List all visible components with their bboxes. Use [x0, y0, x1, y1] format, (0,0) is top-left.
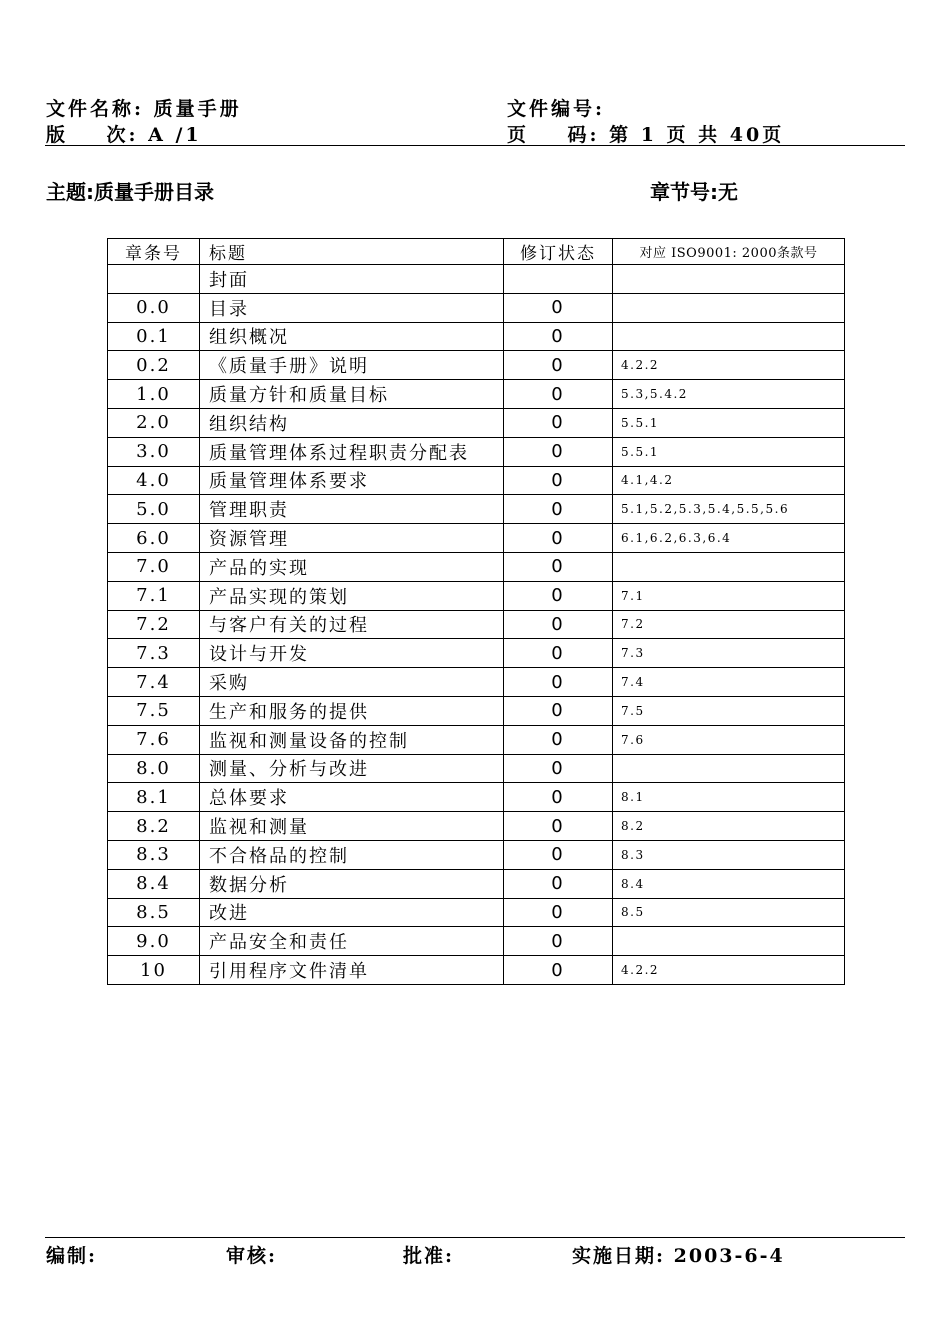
subject-line — [46, 176, 214, 205]
row-chapter-no: 8.4 — [108, 869, 200, 898]
row-chapter-no: 10 — [108, 956, 200, 985]
row-revision: 0 — [504, 812, 613, 841]
row-iso-clause: 5.5.1 — [613, 408, 845, 437]
doc-name-line — [46, 94, 242, 121]
row-title: 封面 — [200, 265, 504, 294]
row-iso-clause: 4.2.2 — [613, 351, 845, 380]
row-iso-clause: 5.3,5.4.2 — [613, 380, 845, 409]
table-row — [108, 552, 845, 581]
row-iso-clause: 7.6 — [613, 725, 845, 754]
row-revision: 0 — [504, 437, 613, 466]
row-revision: 0 — [504, 869, 613, 898]
table-row — [108, 408, 845, 437]
row-revision: 0 — [504, 754, 613, 783]
effective-date-line — [572, 1241, 785, 1268]
table-row — [108, 293, 845, 322]
row-title: 不合格品的控制 — [200, 840, 504, 869]
row-revision: 0 — [504, 725, 613, 754]
row-chapter-no: 2.0 — [108, 408, 200, 437]
row-chapter-no: 7.5 — [108, 696, 200, 725]
row-iso-clause: 8.5 — [613, 898, 845, 927]
row-chapter-no: 0.1 — [108, 322, 200, 351]
row-chapter-no: 0.0 — [108, 293, 200, 322]
row-iso-clause: 8.4 — [613, 869, 845, 898]
row-revision: 0 — [504, 408, 613, 437]
row-title: 产品安全和责任 — [200, 927, 504, 956]
row-revision: 0 — [504, 840, 613, 869]
row-chapter-no: 7.2 — [108, 610, 200, 639]
row-title: 引用程序文件清单 — [200, 956, 504, 985]
row-revision: 0 — [504, 956, 613, 985]
table-row — [108, 322, 845, 351]
header-cell-revision: 修订状态 — [504, 239, 613, 265]
row-revision: 0 — [504, 668, 613, 697]
row-chapter-no — [108, 265, 200, 294]
chapter-line — [650, 176, 738, 205]
row-chapter-no: 9.0 — [108, 927, 200, 956]
row-revision: 0 — [504, 783, 613, 812]
row-iso-clause: 4.1,4.2 — [613, 466, 845, 495]
table-row — [108, 524, 845, 553]
table-row — [108, 639, 845, 668]
row-title: 生产和服务的提供 — [200, 696, 504, 725]
row-chapter-no: 0.2 — [108, 351, 200, 380]
row-title: 监视和测量设备的控制 — [200, 725, 504, 754]
row-chapter-no: 7.6 — [108, 725, 200, 754]
row-iso-clause — [613, 293, 845, 322]
table-row — [108, 840, 845, 869]
row-title: 质量管理体系过程职责分配表 — [200, 437, 504, 466]
row-iso-clause: 6.1,6.2,6.3,6.4 — [613, 524, 845, 553]
row-title: 目录 — [200, 293, 504, 322]
row-title: 资源管理 — [200, 524, 504, 553]
row-title: 质量方针和质量目标 — [200, 380, 504, 409]
row-chapter-no: 8.5 — [108, 898, 200, 927]
row-revision: 0 — [504, 696, 613, 725]
header-cell-no: 章条号 — [108, 239, 200, 265]
row-iso-clause: 7.3 — [613, 639, 845, 668]
row-title: 产品实现的策划 — [200, 581, 504, 610]
row-title: 设计与开发 — [200, 639, 504, 668]
row-revision: 0 — [504, 466, 613, 495]
row-iso-clause — [613, 927, 845, 956]
row-title: 组织结构 — [200, 408, 504, 437]
row-chapter-no: 8.3 — [108, 840, 200, 869]
header-cell-iso-clause: 对应 ISO9001: 2000条款号 — [613, 239, 845, 265]
table-row — [108, 869, 845, 898]
row-iso-clause: 5.1,5.2,5.3,5.4,5.5,5.6 — [613, 495, 845, 524]
row-title: 管理职责 — [200, 495, 504, 524]
table-row — [108, 927, 845, 956]
row-title: 数据分析 — [200, 869, 504, 898]
subject-label: 主题: — [46, 180, 94, 204]
row-title: 与客户有关的过程 — [200, 610, 504, 639]
row-chapter-no: 8.1 — [108, 783, 200, 812]
row-iso-clause: 8.3 — [613, 840, 845, 869]
table-row — [108, 812, 845, 841]
row-revision: 0 — [504, 524, 613, 553]
row-title: 产品的实现 — [200, 552, 504, 581]
row-chapter-no: 1.0 — [108, 380, 200, 409]
row-revision: 0 — [504, 639, 613, 668]
table-row — [108, 754, 845, 783]
table-row — [108, 466, 845, 495]
table-row — [108, 783, 845, 812]
row-revision: 0 — [504, 351, 613, 380]
row-iso-clause — [613, 754, 845, 783]
effective-date-value: 2003-6-4 — [673, 1245, 785, 1267]
row-iso-clause: 4.2.2 — [613, 956, 845, 985]
row-title: 采购 — [200, 668, 504, 697]
row-iso-clause — [613, 265, 845, 294]
edition-line — [46, 120, 202, 147]
row-revision — [504, 265, 613, 294]
table-row — [108, 351, 845, 380]
row-chapter-no: 7.1 — [108, 581, 200, 610]
table-row — [108, 610, 845, 639]
table-row — [108, 495, 845, 524]
chapter-value: 无 — [718, 180, 738, 204]
row-iso-clause: 7.5 — [613, 696, 845, 725]
edition-value: A /1 — [148, 124, 202, 146]
row-iso-clause: 5.5.1 — [613, 437, 845, 466]
row-title: 总体要求 — [200, 783, 504, 812]
row-title: 质量管理体系要求 — [200, 466, 504, 495]
chapter-label: 章节号: — [650, 180, 718, 204]
table-row — [108, 898, 845, 927]
row-revision: 0 — [504, 293, 613, 322]
doc-no-line — [507, 94, 605, 121]
table-row — [108, 380, 845, 409]
row-revision: 0 — [504, 581, 613, 610]
footer-divider — [45, 1237, 905, 1238]
row-chapter-no: 7.0 — [108, 552, 200, 581]
row-chapter-no: 5.0 — [108, 495, 200, 524]
prepared-by: 编制: — [46, 1245, 98, 1267]
table-header-row — [108, 239, 845, 265]
effective-date-label: 实施日期: — [572, 1245, 666, 1267]
table-row — [108, 437, 845, 466]
contents-table — [107, 238, 845, 985]
approved-by: 批准: — [403, 1245, 455, 1267]
row-title: 《质量手册》说明 — [200, 351, 504, 380]
row-iso-clause: 8.2 — [613, 812, 845, 841]
row-revision: 0 — [504, 898, 613, 927]
table-row — [108, 581, 845, 610]
row-revision: 0 — [504, 552, 613, 581]
doc-name-value: 质量手册 — [153, 98, 242, 120]
header-cell-title: 标题 — [200, 239, 504, 265]
row-revision: 0 — [504, 322, 613, 351]
table-row — [108, 668, 845, 697]
table-row — [108, 696, 845, 725]
row-revision: 0 — [504, 495, 613, 524]
row-chapter-no: 7.3 — [108, 639, 200, 668]
page-value: 第 1 页 共 40页 — [609, 124, 785, 146]
row-chapter-no: 6.0 — [108, 524, 200, 553]
row-chapter-no: 4.0 — [108, 466, 200, 495]
row-chapter-no: 8.0 — [108, 754, 200, 783]
reviewed-by: 审核: — [226, 1245, 278, 1267]
table-row — [108, 265, 845, 294]
row-iso-clause — [613, 552, 845, 581]
subject-value: 质量手册目录 — [94, 180, 214, 204]
row-title: 监视和测量 — [200, 812, 504, 841]
row-chapter-no: 8.2 — [108, 812, 200, 841]
table-row — [108, 956, 845, 985]
page-line — [507, 120, 784, 147]
row-chapter-no: 7.4 — [108, 668, 200, 697]
row-revision: 0 — [504, 380, 613, 409]
row-revision: 0 — [504, 610, 613, 639]
row-iso-clause: 8.1 — [613, 783, 845, 812]
table-row — [108, 725, 845, 754]
row-iso-clause: 7.4 — [613, 668, 845, 697]
row-iso-clause: 7.2 — [613, 610, 845, 639]
header-divider — [45, 145, 905, 146]
row-title: 组织概况 — [200, 322, 504, 351]
row-revision: 0 — [504, 927, 613, 956]
row-title: 改进 — [200, 898, 504, 927]
page-label: 页 码: — [507, 124, 600, 146]
row-chapter-no: 3.0 — [108, 437, 200, 466]
row-iso-clause — [613, 322, 845, 351]
row-iso-clause: 7.1 — [613, 581, 845, 610]
edition-label: 版 次: — [46, 124, 139, 146]
row-title: 测量、分析与改进 — [200, 754, 504, 783]
doc-name-label: 文件名称: — [46, 98, 145, 120]
doc-no-label: 文件编号: — [507, 98, 606, 120]
